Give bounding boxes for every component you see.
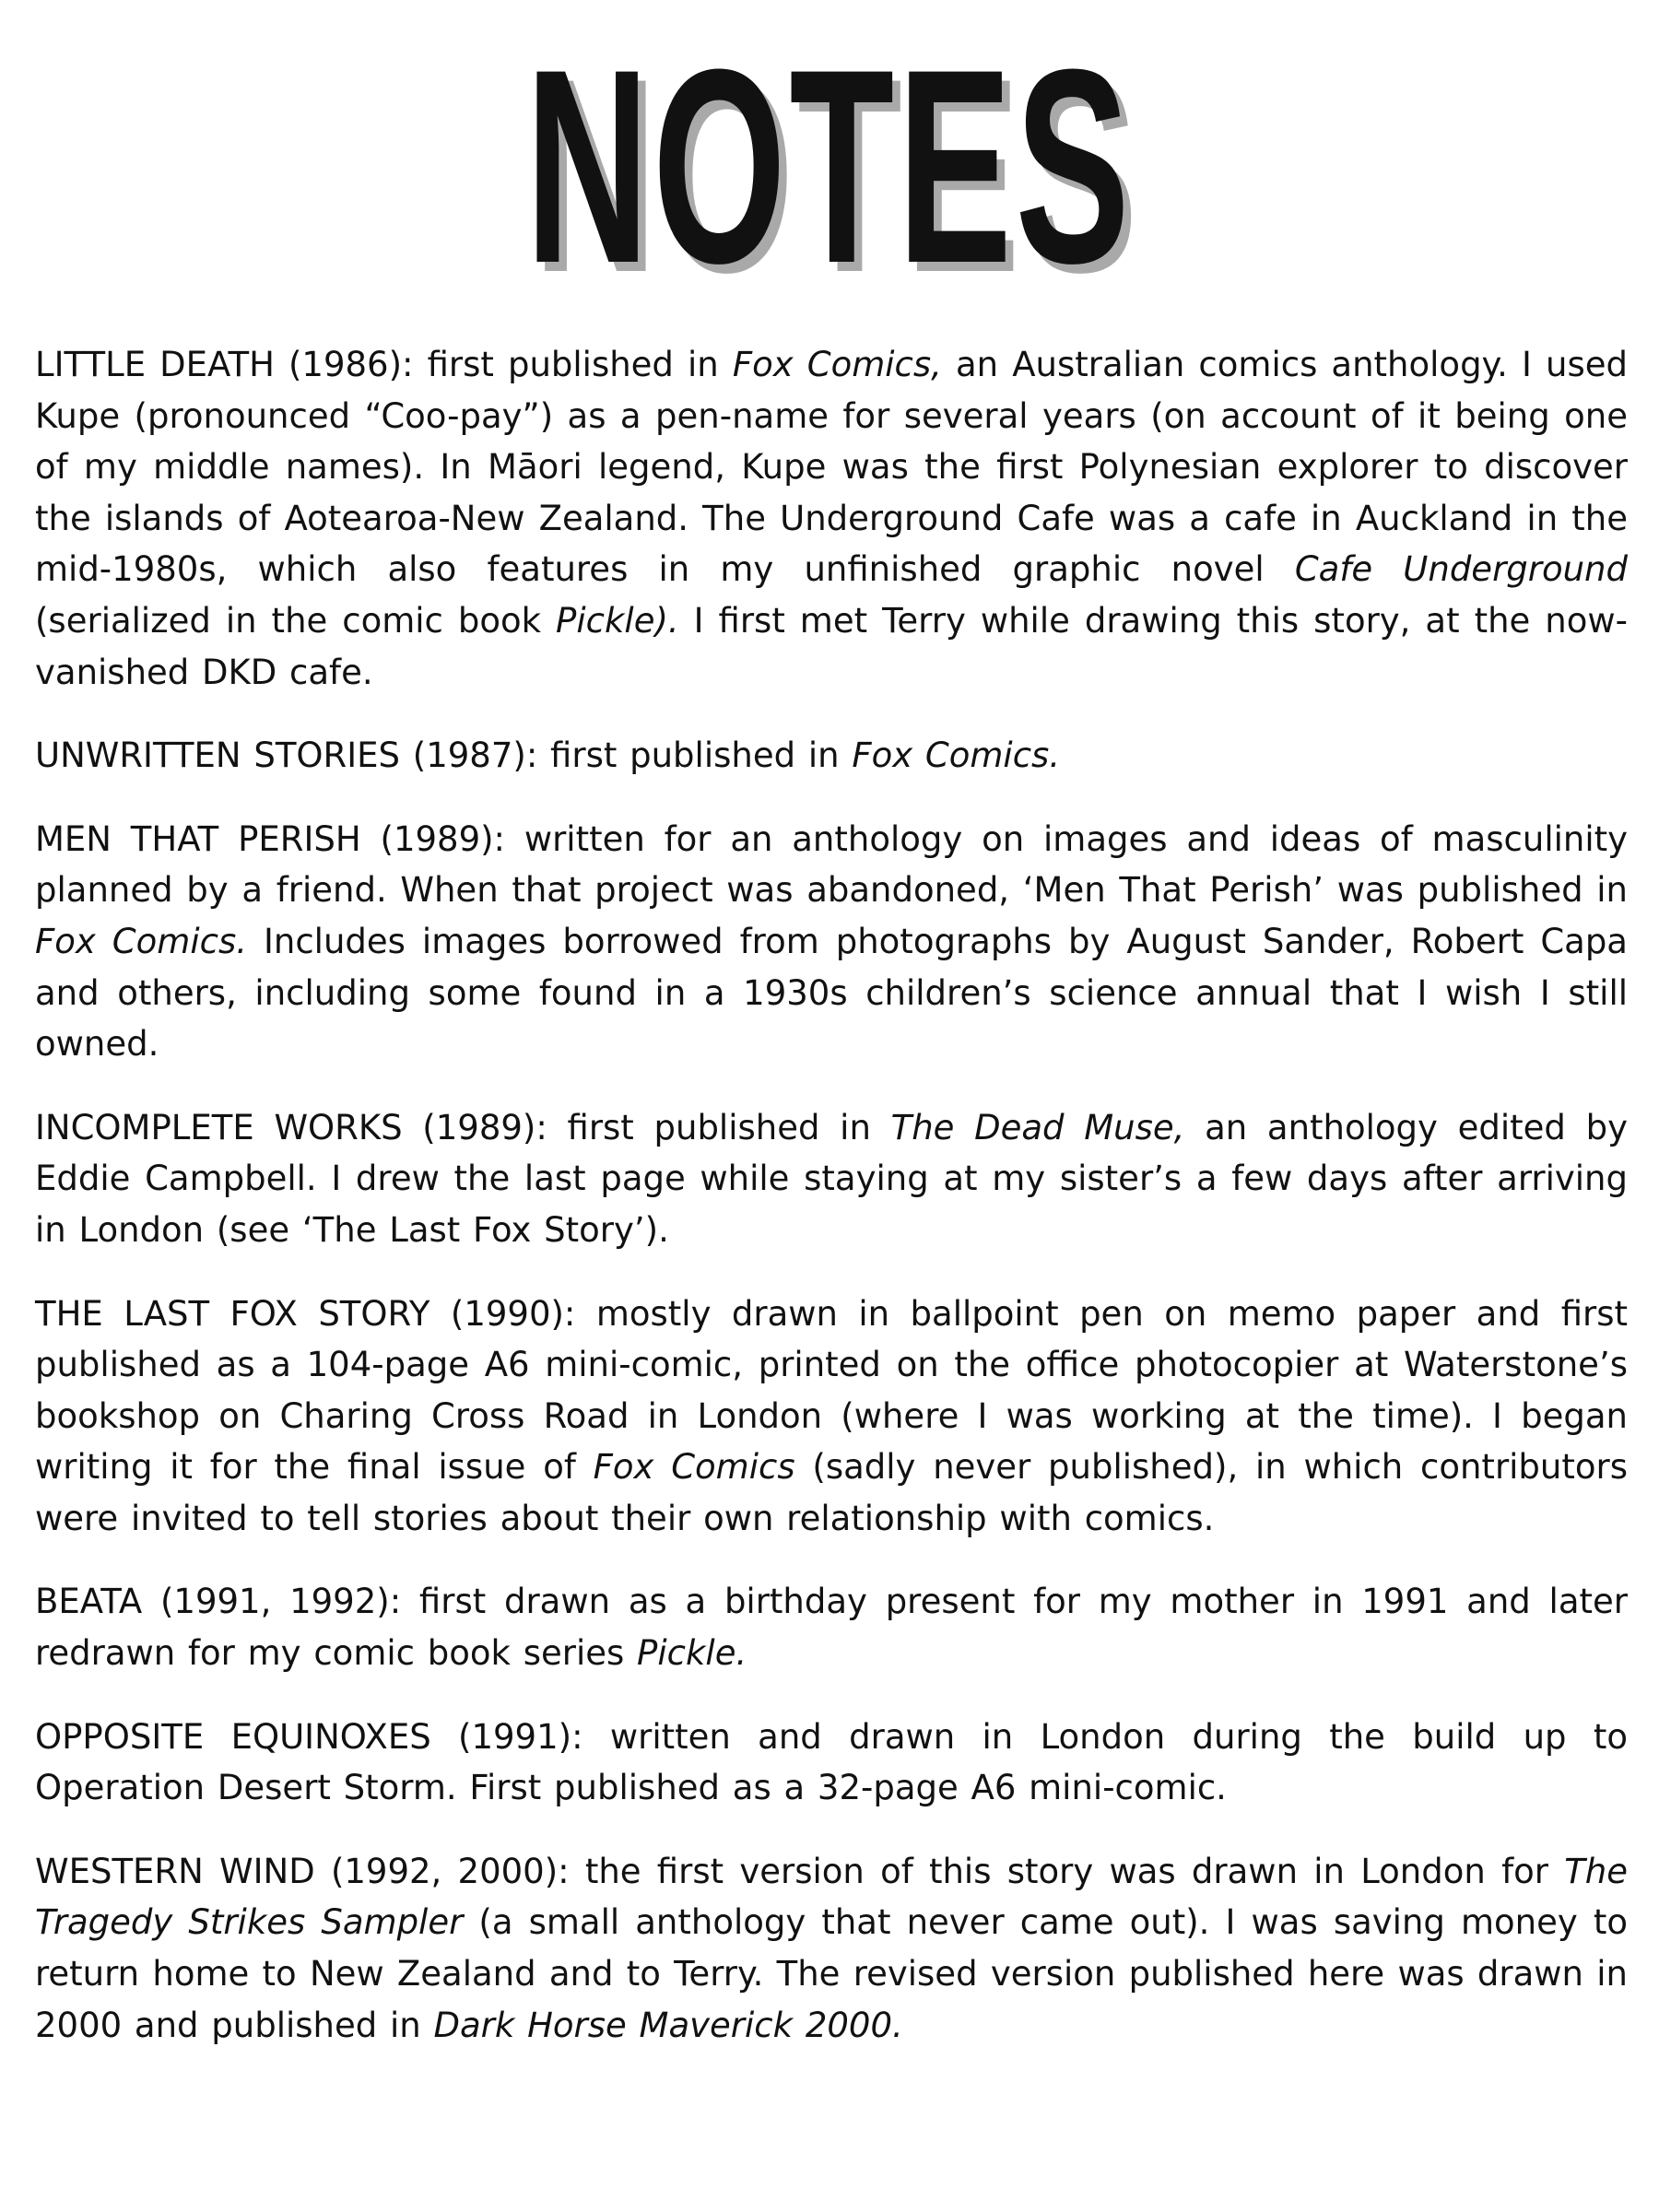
note-heading: THE LAST FOX STORY (1990): [35,1293,576,1334]
note-text: written for an anthology on images and ideas of masculinity planned by a friend. When that project was abandoned, ‘Men That Perish’ was published in [35,818,1629,911]
note-italic-title: Fox Comics, [732,345,942,384]
note-heading: MEN THAT PERISH (1989): [35,818,506,859]
notes-list [35,339,1628,2083]
note-italic-title: The Tragedy Strikes Sampler [35,1851,1629,1943]
note-italic-title: Fox Comics. [852,735,1061,776]
note-beata [35,1576,1628,1678]
note-text: written and drawn in London during the build up to Operation Desert Storm. First published as a 32-page A6 mini-comic. [35,1716,1628,1808]
note-heading: LITTLE DEATH (1986): [35,345,414,384]
note-text: the first version of this story was drawn in London for [569,1851,1565,1891]
note-text: first drawn as a birthday present for my mother in 1991 and later redrawn for my comic book series [35,1582,1628,1674]
note-text: (a small anthology that never came out). I was saving money to return home to New Zealand and to Terry. The revised version published here was drawn in 2000 and published in [35,1902,1628,2045]
note-italic-title: Pickle. [637,1633,747,1674]
title-block [35,0,1624,321]
note-text: an anthology edited by Eddie Campbell. I drew the last page while staying at my sister’s a few days after arriving in London (see ‘The Last Fox Story’). [35,1107,1628,1250]
note-unwritten-stories [35,730,1628,782]
note-italic-title: Dark Horse Maverick 2000. [433,2005,903,2045]
note-text: first published in [547,1107,891,1147]
note-opposite-equinoxes [35,1712,1628,1814]
note-heading: OPPOSITE EQUINOXES (1991): [35,1716,583,1757]
note-text: (sadly never published), in which contributors were invited to tell stories about their own relationship with comics. [35,1447,1629,1538]
note-text: Includes images borrowed from photographs by August Sander, Robert Capa and others, including some found in a 1930s children’s science annual that I wish I still owned. [35,921,1628,1065]
page-title: NOTES [525,11,1134,321]
note-italic-title: Cafe Underground [1294,549,1628,590]
note-text: first published in [537,735,853,776]
note-text: an Australian comics anthology. I used Kupe (pronounced “Coo-pay”) as a pen-name for several years (on account of it being one of my middle names). In Māori legend, Kupe was the first Polynesian explorer to discover the islands of Aotearoa-New Zealand. The Underground Cafe was a cafe in Auckland in the mid-1980s, which also features in my unfinished graphic novel [35,345,1628,590]
note-last-fox-story [35,1288,1628,1545]
note-heading: BEATA (1991, 1992): [35,1582,402,1622]
note-heading: WESTERN WIND (1992, 2000): [35,1851,570,1891]
note-italic-title: Pickle). [556,600,679,641]
note-text: first published in [413,345,733,384]
note-italic-title: The Dead Muse, [890,1107,1185,1147]
note-italic-title: Fox Comics [593,1447,795,1488]
note-text: (serialized in the comic book [35,600,557,641]
note-little-death [35,339,1628,698]
note-men-that-perish [35,814,1628,1070]
note-heading: UNWRITTEN STORIES (1987): [35,735,538,776]
note-text: mostly drawn in ballpoint pen on memo paper and first published as a 104-page A6 mini-comic, printed on the office photocopier at Waterstone’s bookshop on Charing Cross Road in London (where I was working at the time). I began writing it for the final issue of [35,1293,1628,1488]
note-text: I first met Terry while drawing this story, at the now-vanished DKD cafe. [35,600,1628,692]
note-incomplete-works [35,1102,1628,1256]
note-heading: INCOMPLETE WORKS (1989): [35,1107,547,1147]
note-italic-title: Fox Comics. [35,921,247,961]
note-western-wind [35,1846,1628,2051]
